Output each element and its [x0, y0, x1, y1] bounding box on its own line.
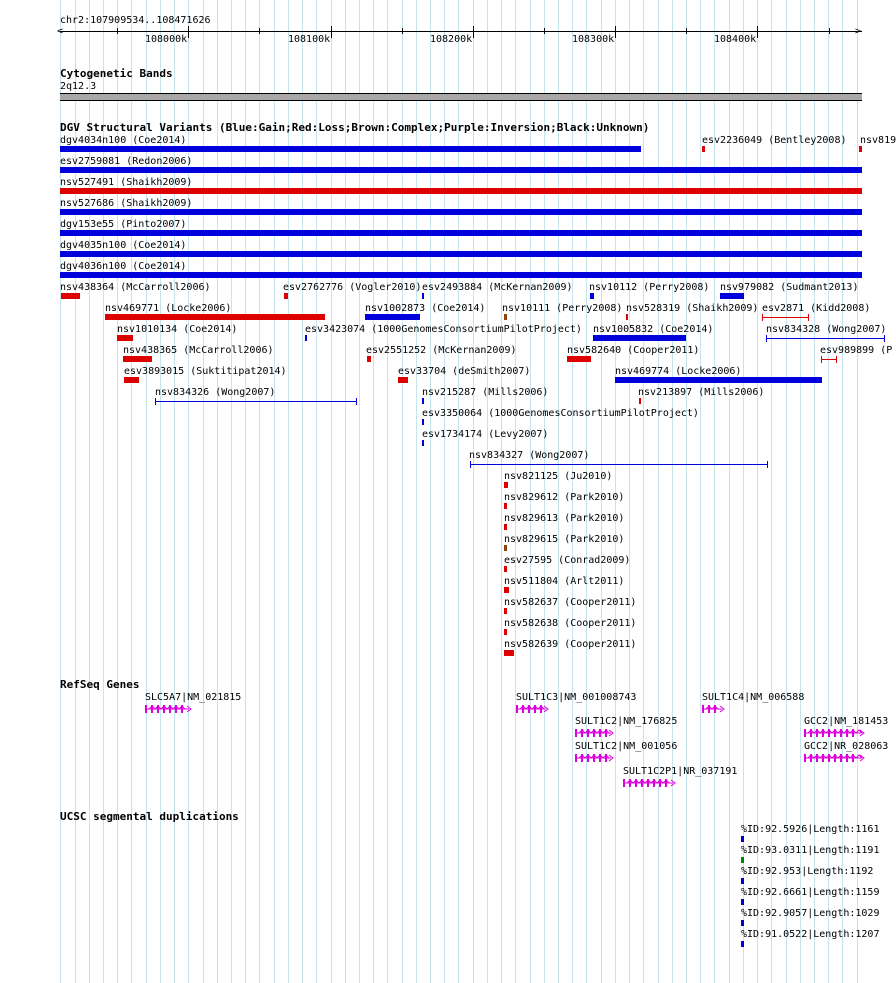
dgv-feature-bar[interactable] — [504, 503, 507, 509]
dgv-feature-label[interactable]: esv1734174 (Levy2007) — [422, 429, 549, 440]
dgv-feature-label[interactable]: nsv582637 (Cooper2011) — [504, 597, 637, 608]
dgv-feature-bar[interactable] — [60, 188, 862, 194]
dgv-span-cap-right — [356, 398, 357, 405]
dgv-feature-bar[interactable] — [284, 293, 288, 299]
ruler-tick-label: 108200k — [430, 34, 473, 45]
dgv-feature-bar[interactable] — [398, 377, 408, 383]
dgv-feature-bar[interactable] — [590, 293, 594, 299]
dgv-feature-bar[interactable] — [626, 314, 628, 320]
grid-line — [771, 0, 772, 983]
ruler-tick-label: 108400k — [714, 34, 757, 45]
dgv-feature-label[interactable]: nsv829612 (Park2010) — [504, 492, 625, 503]
dgv-span-cap-right — [884, 335, 885, 342]
dgv-feature-bar[interactable] — [60, 251, 862, 257]
dgv-feature-label[interactable]: nsv1005832 (Coe2014) — [593, 324, 714, 335]
cytogenetic-track-title[interactable]: Cytogenetic Bands — [60, 67, 173, 80]
dgv-feature-label[interactable]: nsv527491 (Shaikh2009) — [60, 177, 193, 188]
dgv-feature-label[interactable]: esv2493884 (McKernan2009) — [422, 282, 573, 293]
grid-line — [672, 0, 673, 983]
dgv-feature-bar[interactable] — [504, 566, 507, 572]
dgv-feature-label[interactable]: nsv469771 (Locke2006) — [105, 303, 232, 314]
dgv-feature-bar[interactable] — [504, 314, 507, 320]
gene-exon-intron-icon — [575, 753, 615, 763]
dgv-feature-bar[interactable] — [504, 650, 514, 656]
ruler-minor-tick — [829, 28, 830, 34]
dgv-feature-bar[interactable] — [422, 293, 424, 299]
grid-line — [842, 0, 843, 983]
gene-label[interactable]: SULT1C2|NM_001056 — [575, 741, 678, 752]
dgv-feature-span[interactable] — [766, 338, 884, 339]
gene-label[interactable]: GCC2|NR_028063 — [804, 741, 889, 752]
dgv-span-cap-left — [762, 314, 763, 321]
dgv-feature-bar[interactable] — [60, 167, 862, 173]
dgv-span-cap-right — [808, 314, 809, 321]
dgv-feature-label[interactable]: esv3893015 (Suktitipat2014) — [124, 366, 287, 377]
dgv-feature-label[interactable]: dgv4035n100 (Coe2014) — [60, 240, 187, 251]
gene-label[interactable]: SULT1C3|NM_001008743 — [516, 692, 637, 703]
dgv-feature-bar[interactable] — [720, 293, 744, 299]
gene-model[interactable] — [575, 753, 615, 763]
dgv-feature-span[interactable] — [470, 464, 767, 465]
dgv-feature-label[interactable]: nsv834327 (Wong2007) — [469, 450, 590, 461]
dgv-feature-label[interactable]: nsv834328 (Wong2007) — [766, 324, 887, 335]
ruler-tick — [473, 26, 474, 38]
dgv-span-cap-right — [767, 461, 768, 468]
dgv-feature-label[interactable]: nsv511804 (Arlt2011) — [504, 576, 625, 587]
dgv-feature-span[interactable] — [821, 359, 836, 360]
grid-line — [857, 0, 858, 983]
dgv-feature-label[interactable]: esv2236049 (Bentley2008) — [702, 135, 847, 146]
segdup-bar[interactable] — [741, 941, 744, 947]
cytoband-label: 2q12.3 — [60, 81, 97, 92]
dgv-feature-bar[interactable] — [60, 230, 862, 236]
ruler-right-arrow-icon: > — [855, 26, 862, 37]
dgv-feature-label[interactable]: nsv215287 (Mills2006) — [422, 387, 549, 398]
gene-model[interactable] — [804, 728, 866, 738]
position-label: chr2:107909534..108471626 — [60, 15, 211, 26]
dgv-feature-bar[interactable] — [567, 356, 591, 362]
dgv-feature-label[interactable]: nsv829613 (Park2010) — [504, 513, 625, 524]
segdup-label[interactable]: %ID:92.9057|Length:1029 — [741, 908, 880, 919]
gene-model[interactable] — [702, 704, 726, 714]
dgv-feature-label[interactable]: esv3423074 (1000GenomesConsortiumPilotProject) — [305, 324, 582, 335]
dgv-feature-label[interactable]: esv989899 (P — [820, 345, 893, 356]
grid-line — [828, 0, 829, 983]
gene-exon-intron-icon — [702, 704, 726, 714]
dgv-feature-bar[interactable] — [365, 314, 420, 320]
dgv-feature-label[interactable]: esv2871 (Kidd2008) — [762, 303, 871, 314]
dgv-feature-label[interactable]: esv2762776 (Vogler2010) — [283, 282, 422, 293]
dgv-feature-bar[interactable] — [124, 377, 139, 383]
ruler-minor-tick — [544, 28, 545, 34]
dgv-feature-bar[interactable] — [504, 482, 508, 488]
dgv-feature-label[interactable]: nsv527686 (Shaikh2009) — [60, 198, 193, 209]
dgv-feature-bar[interactable] — [422, 440, 424, 446]
dgv-feature-bar[interactable] — [105, 314, 325, 320]
ruler-tick — [188, 26, 189, 38]
segdup-label[interactable]: %ID:92.6661|Length:1159 — [741, 887, 880, 898]
grid-line — [800, 0, 801, 983]
segdup-bar[interactable] — [741, 878, 744, 884]
dgv-feature-label[interactable]: nsv438364 (McCarroll2006) — [60, 282, 211, 293]
gene-model[interactable] — [516, 704, 550, 714]
dgv-feature-bar[interactable] — [504, 587, 509, 593]
dgv-feature-label[interactable]: esv33704 (deSmith2007) — [398, 366, 531, 377]
dgv-feature-bar[interactable] — [60, 146, 641, 152]
dgv-feature-bar[interactable] — [504, 629, 507, 635]
grid-line — [700, 0, 701, 983]
segdup-label[interactable]: %ID:92.953|Length:1192 — [741, 866, 874, 877]
dgv-feature-bar[interactable] — [504, 524, 507, 530]
dgv-feature-label[interactable]: dgv4034n100 (Coe2014) — [60, 135, 187, 146]
gene-exon-intron-icon — [145, 704, 193, 714]
grid-line — [786, 0, 787, 983]
segdup-label[interactable]: %ID:93.0311|Length:1191 — [741, 845, 880, 856]
gene-exon-intron-icon — [804, 728, 866, 738]
dgv-feature-label[interactable]: nsv829615 (Park2010) — [504, 534, 625, 545]
cytoband-bar[interactable] — [60, 93, 862, 101]
dgv-feature-bar[interactable] — [504, 608, 507, 614]
dgv-feature-label[interactable]: nsv979082 (Sudmant2013) — [720, 282, 859, 293]
dgv-span-cap-right — [836, 356, 837, 363]
dgv-feature-bar[interactable] — [422, 398, 424, 404]
gene-model[interactable] — [145, 704, 193, 714]
dgv-feature-bar[interactable] — [504, 545, 507, 551]
gene-label[interactable]: SULT1C4|NM_006588 — [702, 692, 805, 703]
dgv-feature-bar[interactable] — [422, 419, 424, 425]
dgv-feature-bar[interactable] — [305, 335, 307, 341]
dgv-feature-bar[interactable] — [61, 293, 80, 299]
ruler-axis — [60, 31, 862, 32]
grid-line — [643, 0, 644, 983]
ruler-tick-label: 108100k — [288, 34, 331, 45]
dgv-feature-bar[interactable] — [367, 356, 371, 362]
ruler-minor-tick — [686, 28, 687, 34]
ruler-tick — [757, 26, 758, 38]
grid-line — [686, 0, 687, 983]
gene-model[interactable] — [804, 753, 866, 763]
gene-model[interactable] — [575, 728, 615, 738]
dgv-feature-bar[interactable] — [639, 398, 641, 404]
dgv-feature-label[interactable]: nsv528319 (Shaikh2009) — [626, 303, 759, 314]
ruler-tick-label: 108300k — [572, 34, 615, 45]
dgv-span-cap-left — [155, 398, 156, 405]
ruler-minor-tick — [259, 28, 260, 34]
dgv-feature-bar[interactable] — [60, 272, 862, 278]
gene-exon-intron-icon — [623, 778, 677, 788]
segdup-label[interactable]: %ID:91.0522|Length:1207 — [741, 929, 880, 940]
dgv-span-cap-left — [470, 461, 471, 468]
dgv-feature-label[interactable]: nsv10112 (Perry2008) — [589, 282, 710, 293]
gene-model[interactable] — [623, 778, 677, 788]
ruler-minor-tick — [117, 28, 118, 34]
gene-label[interactable]: SLC5A7|NM_021815 — [145, 692, 242, 703]
ruler-left-arrow-icon: < — [57, 26, 64, 37]
grid-line — [714, 0, 715, 983]
dgv-feature-label[interactable]: nsv438365 (McCarroll2006) — [123, 345, 274, 356]
dgv-feature-label[interactable]: esv2551252 (McKernan2009) — [366, 345, 517, 356]
grid-line — [757, 0, 758, 983]
dgv-feature-bar[interactable] — [123, 356, 152, 362]
segdup-label[interactable]: %ID:92.5926|Length:1161 — [741, 824, 880, 835]
gene-label[interactable]: GCC2|NM_181453 — [804, 716, 889, 727]
dgv-feature-label[interactable]: esv3350064 (1000GenomesConsortiumPilotProject) — [422, 408, 699, 419]
dgv-feature-label[interactable]: nsv582640 (Cooper2011) — [567, 345, 700, 356]
dgv-span-cap-left — [766, 335, 767, 342]
segdup-bar[interactable] — [741, 899, 744, 905]
segdup-track-title[interactable]: UCSC segmental duplications — [60, 810, 239, 823]
refseq-track-title[interactable]: RefSeq Genes — [60, 678, 140, 691]
dgv-feature-span[interactable] — [155, 401, 356, 402]
dgv-feature-label[interactable]: nsv834326 (Wong2007) — [155, 387, 276, 398]
dgv-span-cap-left — [821, 356, 822, 363]
dgv-feature-label[interactable]: nsv821125 (Ju2010) — [504, 471, 613, 482]
gene-exon-intron-icon — [575, 728, 615, 738]
ruler-minor-tick — [402, 28, 403, 34]
ruler-tick — [615, 26, 616, 38]
grid-line — [814, 0, 815, 983]
dgv-feature-label[interactable]: dgv153e55 (Pinto2007) — [60, 219, 187, 230]
dgv-feature-bar[interactable] — [702, 146, 705, 152]
dgv-feature-label[interactable]: nsv10111 (Perry2008) — [502, 303, 623, 314]
dgv-feature-bar[interactable] — [593, 335, 686, 341]
gene-exon-intron-icon — [804, 753, 866, 763]
dgv-feature-bar[interactable] — [615, 377, 822, 383]
dgv-feature-label[interactable]: dgv4036n100 (Coe2014) — [60, 261, 187, 272]
gene-label[interactable]: SULT1C2P1|NR_037191 — [623, 766, 738, 777]
gene-exon-intron-icon — [516, 704, 550, 714]
grid-line — [729, 0, 730, 983]
dgv-feature-span[interactable] — [762, 317, 808, 318]
grid-line — [658, 0, 659, 983]
dgv-feature-label[interactable]: nsv469774 (Locke2006) — [615, 366, 742, 377]
dgv-feature-label[interactable]: nsv213897 (Mills2006) — [638, 387, 765, 398]
dgv-feature-label[interactable]: nsv1010134 (Coe2014) — [117, 324, 238, 335]
dgv-feature-bar[interactable] — [859, 146, 862, 152]
segdup-bar[interactable] — [741, 857, 744, 863]
ruler-tick — [331, 26, 332, 38]
segdup-bar[interactable] — [741, 836, 744, 842]
ruler-tick-label: 108000k — [145, 34, 188, 45]
dgv-feature-label[interactable]: esv2759081 (Redon2006) — [60, 156, 193, 167]
dgv-feature-label[interactable]: nsv582638 (Cooper2011) — [504, 618, 637, 629]
dgv-track-title[interactable]: DGV Structural Variants (Blue:Gain;Red:Loss;Brown:Complex;Purple:Inversion;Black:Unknown) — [60, 121, 650, 134]
dgv-feature-label[interactable]: nsv582639 (Cooper2011) — [504, 639, 637, 650]
dgv-feature-bar[interactable] — [117, 335, 133, 341]
dgv-feature-label[interactable]: esv27595 (Conrad2009) — [504, 555, 631, 566]
dgv-feature-label[interactable]: nsv819 — [860, 135, 896, 146]
segdup-bar[interactable] — [741, 920, 744, 926]
dgv-feature-label[interactable]: nsv1002873 (Coe2014) — [365, 303, 486, 314]
gene-label[interactable]: SULT1C2|NM_176825 — [575, 716, 678, 727]
dgv-feature-bar[interactable] — [60, 209, 862, 215]
